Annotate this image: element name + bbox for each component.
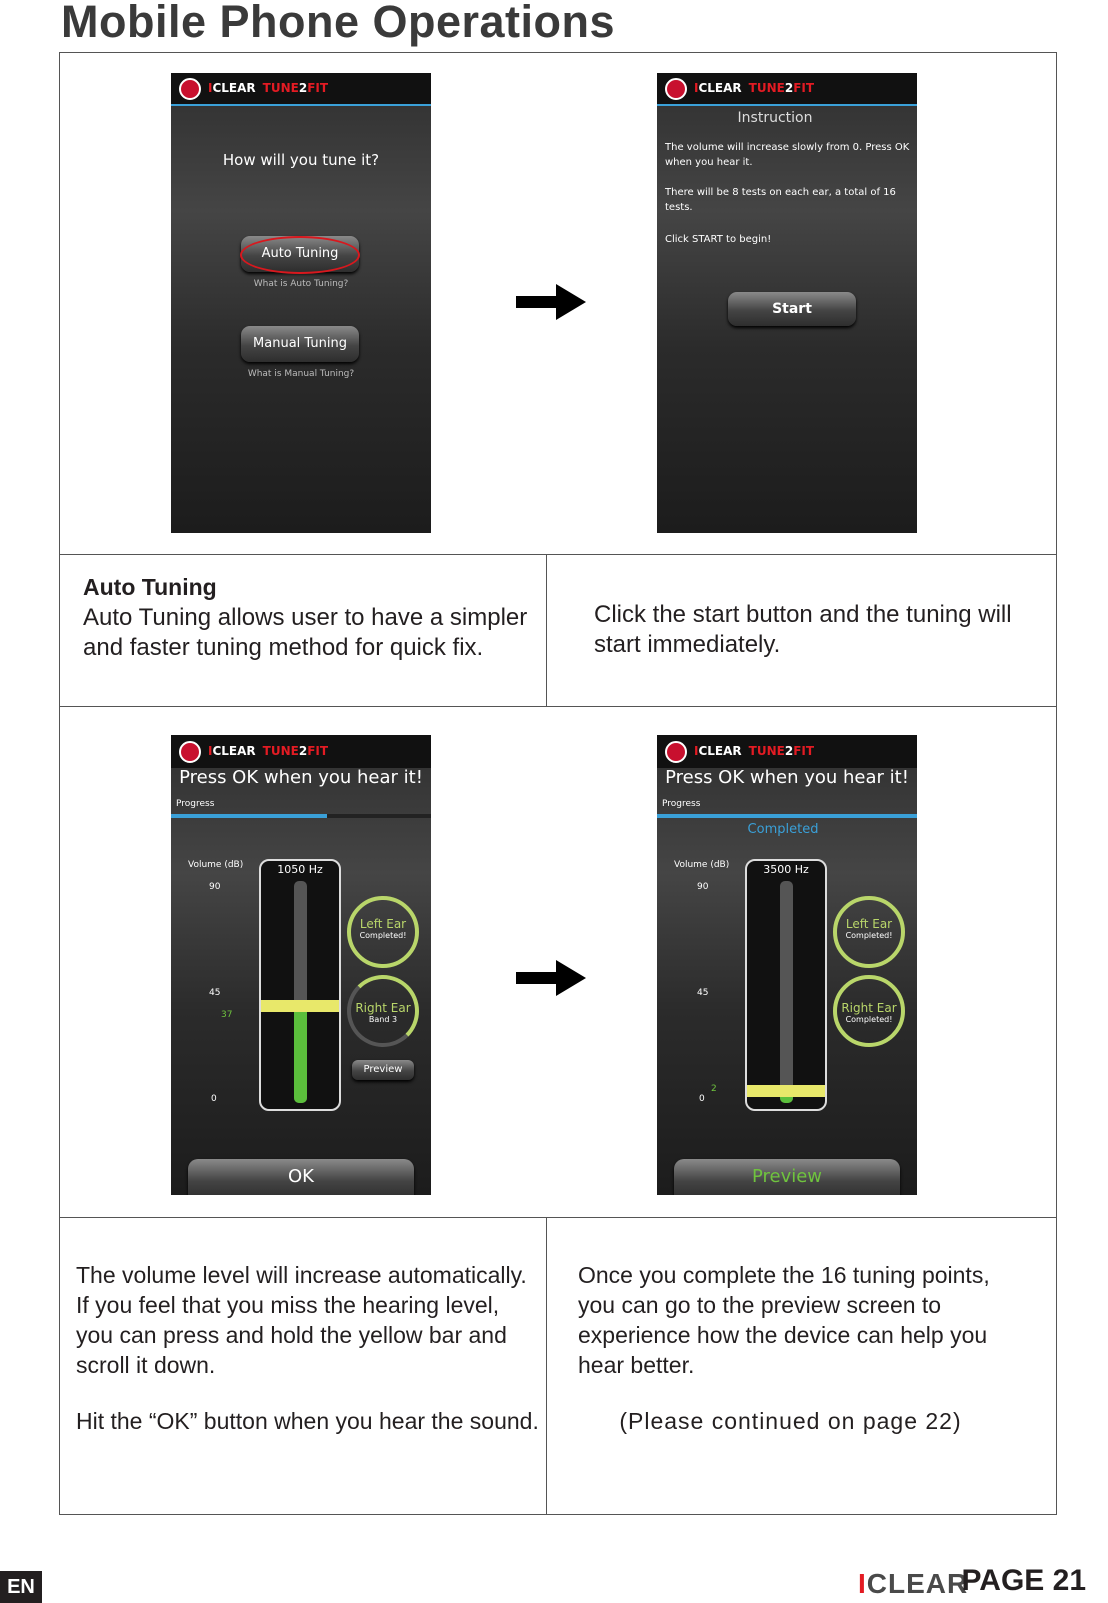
preview-button[interactable]: Preview bbox=[352, 1060, 414, 1080]
language-tab: EN bbox=[0, 1571, 42, 1603]
progress-label: Progress bbox=[176, 799, 215, 809]
start-button[interactable]: Start bbox=[728, 292, 856, 326]
right-ear-status: Completed! bbox=[845, 1015, 893, 1024]
frequency-label: 1050 Hz bbox=[277, 863, 323, 876]
current-value: 37 bbox=[221, 1010, 233, 1020]
logo-icon bbox=[179, 78, 201, 100]
phone-screen-tuning-progress bbox=[171, 735, 431, 1195]
page-title: Mobile Phone Operations bbox=[61, 0, 616, 47]
right-ear-label: Right Ear bbox=[841, 1001, 897, 1015]
divider bbox=[59, 1217, 1057, 1218]
auto-tuning-caption-title: Auto Tuning bbox=[83, 574, 217, 600]
continued-note: (Please continued on page 22) bbox=[619, 1408, 962, 1434]
divider bbox=[59, 706, 1057, 707]
phone-screen-tuning-choice bbox=[171, 73, 431, 533]
right-ear-indicator bbox=[347, 975, 419, 1047]
instruction-text: The volume will increase slowly from 0. Press OK when you hear it. bbox=[665, 142, 910, 168]
volume-meter bbox=[745, 859, 827, 1111]
logo-icon bbox=[665, 78, 687, 100]
progress-bar bbox=[171, 814, 431, 818]
meter-level-fill bbox=[294, 1012, 307, 1103]
volume-label: Volume (dB) bbox=[188, 860, 244, 870]
current-value: 2 bbox=[711, 1084, 717, 1094]
tick-label: 45 bbox=[209, 988, 221, 998]
meter-track bbox=[780, 881, 793, 1103]
preview-button[interactable]: Preview bbox=[674, 1159, 900, 1195]
instruction-text: Click START to begin! bbox=[665, 234, 772, 245]
manual-tuning-button[interactable]: Manual Tuning bbox=[241, 326, 359, 362]
tick-label: 0 bbox=[211, 1094, 217, 1104]
volume-meter bbox=[259, 859, 341, 1111]
logo-icon bbox=[665, 741, 687, 763]
instruction-text: There will be 8 tests on each ear, a total of 16 tests. bbox=[665, 187, 896, 213]
highlight-circle bbox=[240, 236, 360, 274]
left-ear-indicator bbox=[347, 896, 419, 968]
volume-slider-handle[interactable] bbox=[747, 1085, 825, 1097]
arrow-right-icon bbox=[516, 282, 588, 322]
phone-screen-tuning-completed bbox=[657, 735, 917, 1195]
auto-tuning-button[interactable]: Auto Tuning bbox=[241, 236, 359, 272]
left-ear-label: Left Ear bbox=[845, 917, 893, 931]
volume-caption: The volume level will increase automatically. If you feel that you miss the hearing level, you can press and hold the yellow bar and scroll it down. bbox=[76, 1262, 527, 1378]
manual-tuning-help-link[interactable]: What is Manual Tuning? bbox=[247, 369, 355, 379]
completion-caption: Once you complete the 16 tuning points, you can go to the preview screen to experience how the device can help you hear better. bbox=[578, 1262, 990, 1378]
headline: Press OK when you hear it! bbox=[179, 767, 423, 788]
page-number: PAGE 21 bbox=[961, 1564, 1086, 1597]
left-ear-indicator bbox=[833, 896, 905, 968]
auto-tuning-caption: Auto Tuning allows user to have a simpler and faster tuning method for quick fix. bbox=[83, 604, 528, 661]
progress-label: Progress bbox=[662, 799, 701, 809]
right-ear-label: Right Ear bbox=[355, 1001, 411, 1015]
progress-fill bbox=[657, 814, 917, 818]
logo-icon bbox=[179, 741, 201, 763]
meter-level-fill bbox=[780, 1097, 793, 1103]
app-header: ICLEAR TUNE2FIT bbox=[657, 73, 917, 106]
ok-button[interactable]: OK bbox=[188, 1159, 414, 1195]
app-header: ICLEAR TUNE2FIT bbox=[171, 73, 431, 106]
divider bbox=[546, 554, 547, 706]
tuning-question: How will you tune it? bbox=[222, 151, 380, 169]
frequency-label: 3500 Hz bbox=[763, 863, 809, 876]
tick-label: 45 bbox=[697, 988, 709, 998]
left-ear-status: Completed! bbox=[359, 931, 407, 940]
progress-bar bbox=[657, 814, 917, 818]
divider bbox=[59, 554, 1057, 555]
tick-label: 90 bbox=[697, 882, 709, 892]
completed-status: Completed bbox=[747, 822, 819, 837]
phone-screen-instruction bbox=[657, 73, 917, 533]
app-header: ICLEAR TUNE2FIT bbox=[171, 735, 431, 768]
tick-label: 90 bbox=[209, 882, 221, 892]
right-ear-status: Band 3 bbox=[368, 1015, 398, 1024]
instruction-heading: Instruction bbox=[737, 110, 813, 126]
volume-slider-handle[interactable] bbox=[261, 1000, 339, 1012]
auto-tuning-help-link[interactable]: What is Auto Tuning? bbox=[253, 279, 349, 289]
ok-caption: Hit the “OK” button when you hear the sound. bbox=[76, 1408, 539, 1434]
progress-fill bbox=[171, 814, 327, 818]
volume-label: Volume (dB) bbox=[674, 860, 730, 870]
tick-label: 0 bbox=[699, 1094, 705, 1104]
app-header: ICLEAR TUNE2FIT bbox=[657, 735, 917, 768]
start-caption: Click the start button and the tuning will start immediately. bbox=[594, 601, 1012, 658]
right-ear-indicator bbox=[833, 975, 905, 1047]
left-ear-status: Completed! bbox=[845, 931, 893, 940]
left-ear-label: Left Ear bbox=[359, 917, 407, 931]
headline: Press OK when you hear it! bbox=[665, 767, 909, 788]
arrow-right-icon bbox=[516, 958, 588, 998]
divider bbox=[546, 1217, 547, 1515]
footer-logo: ICLEAR bbox=[858, 1568, 969, 1599]
